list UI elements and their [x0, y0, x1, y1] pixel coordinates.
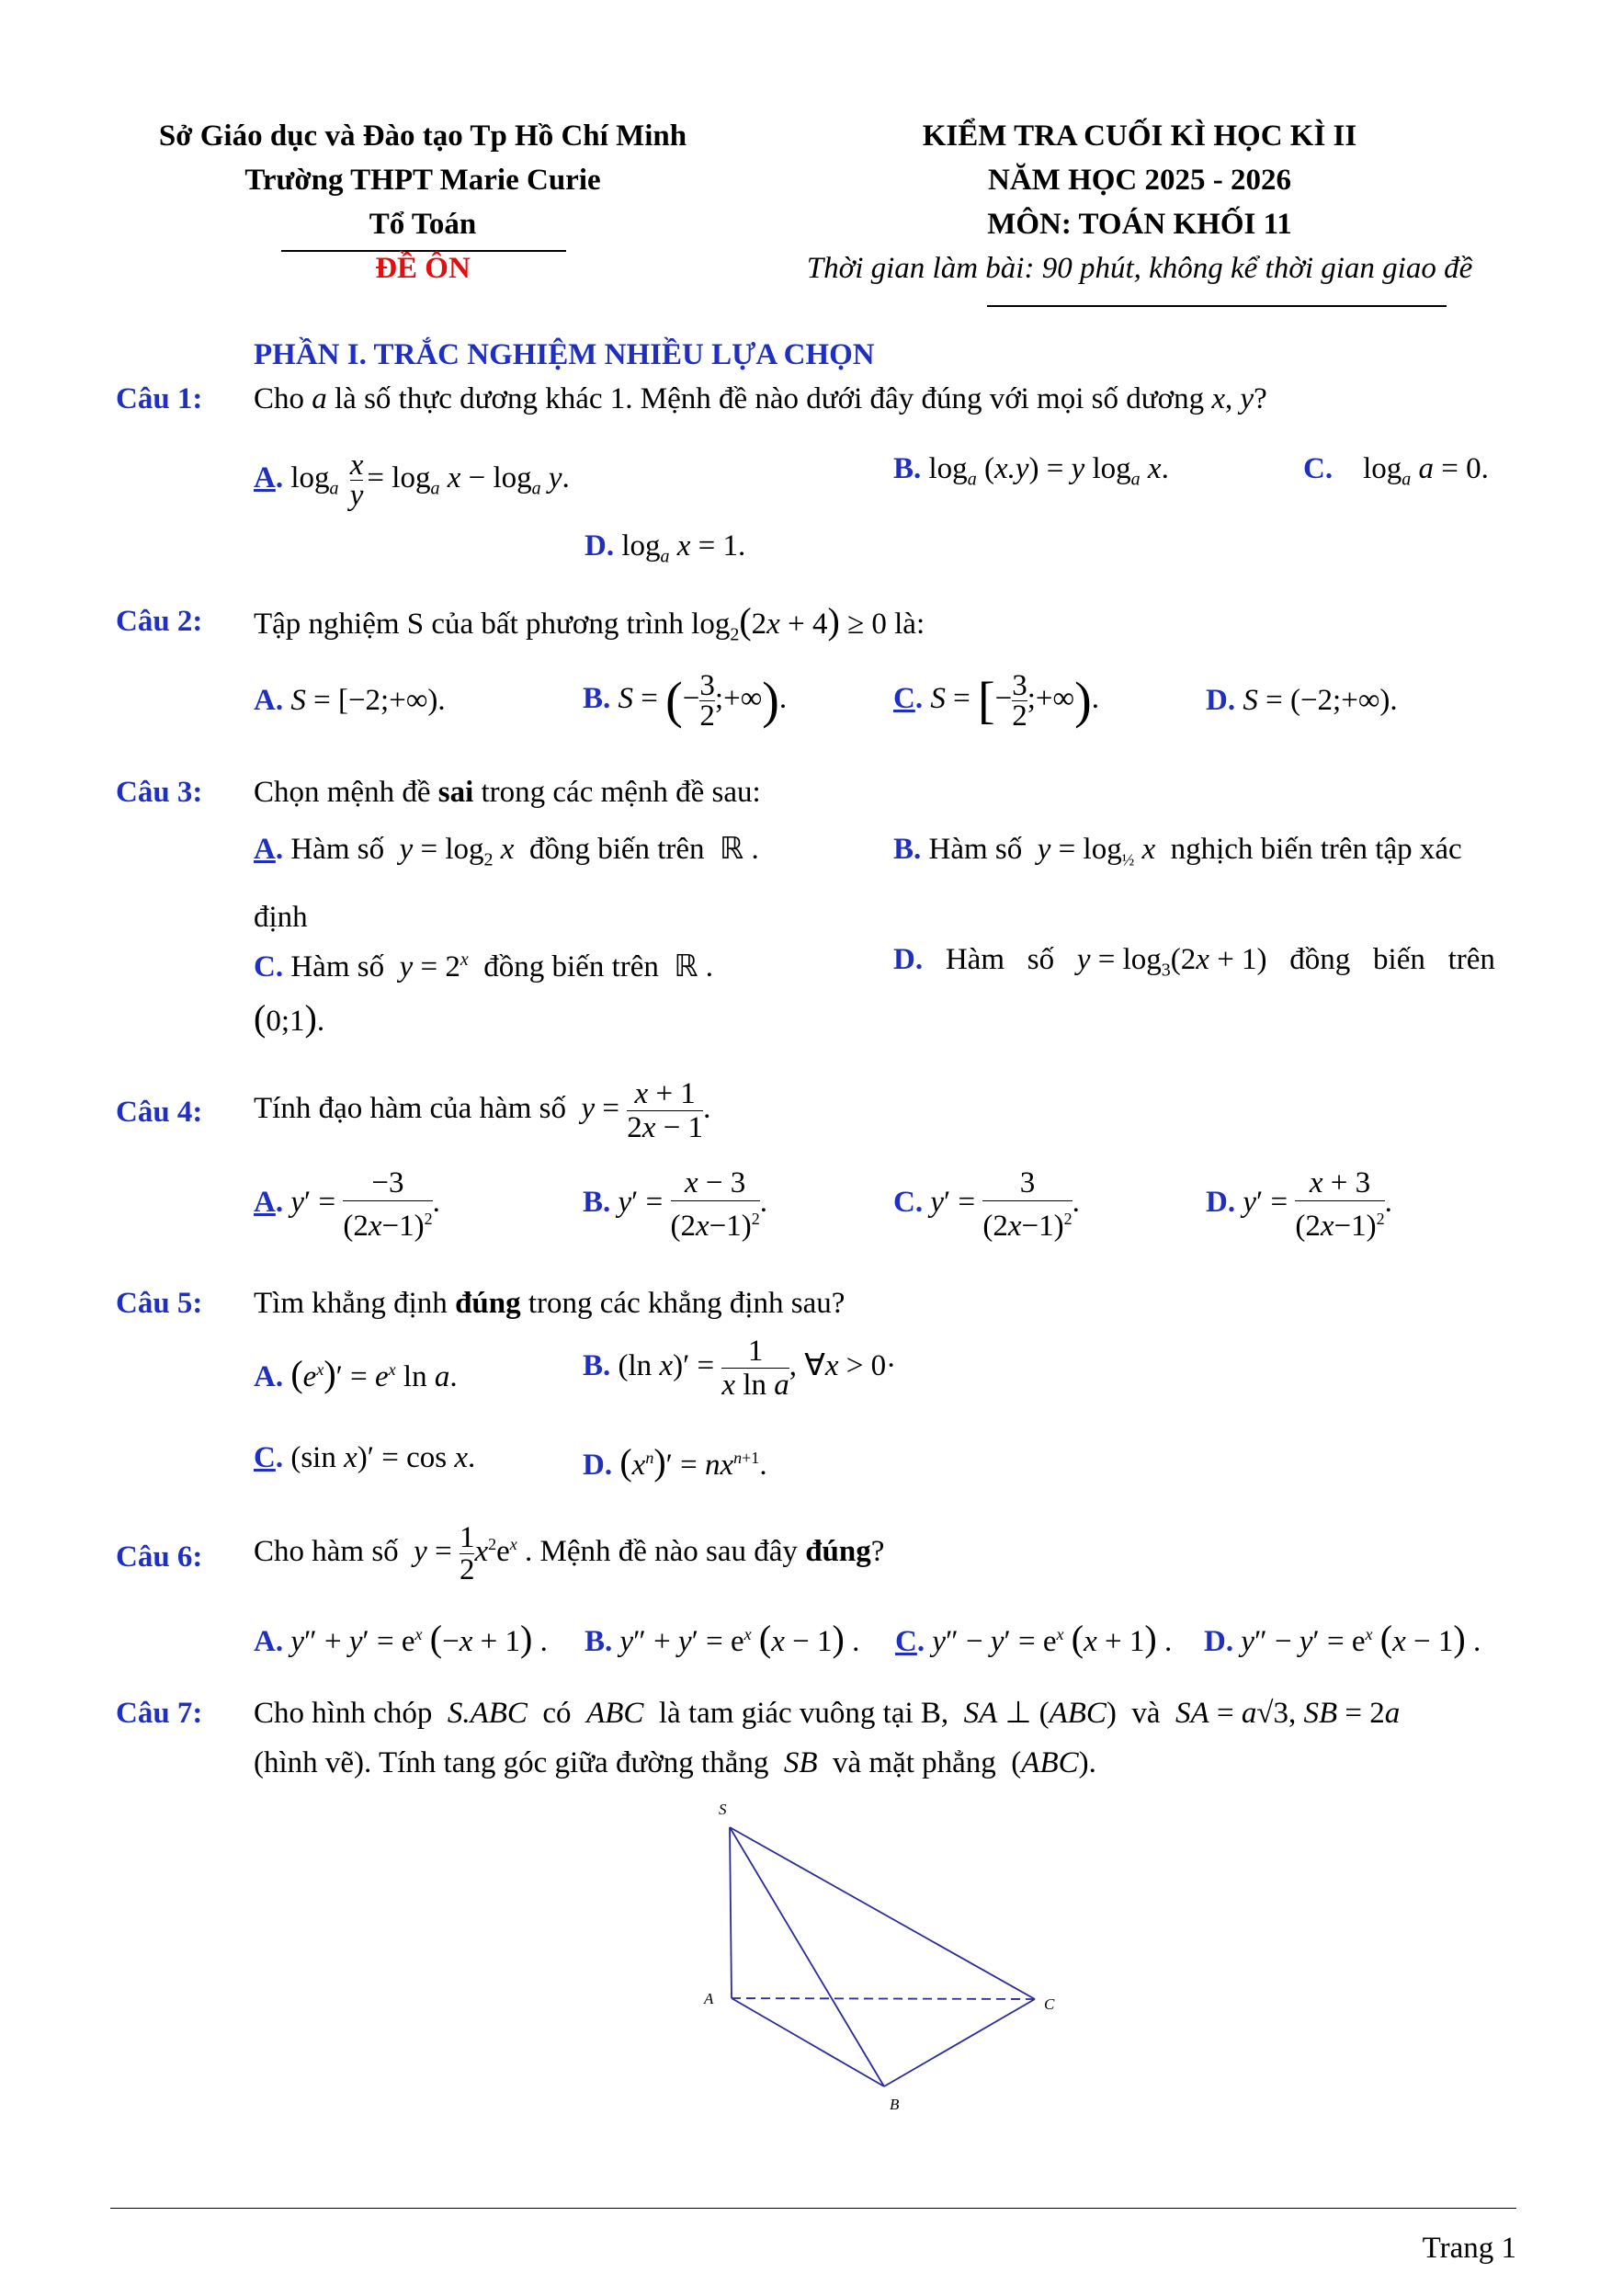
q2-option-a: A. S = [−2;+∞). — [254, 684, 446, 717]
edge-BC — [884, 1999, 1035, 2086]
edge-AC-hidden — [732, 1998, 1035, 1999]
q1-option-b: B. $\log_a (x.y) = y$ $\log_a x$. — [893, 452, 1169, 490]
edge-SA — [730, 1827, 732, 1998]
q5-option-d: D. $(x^n)' = nx^{n+1}$. — [583, 1441, 767, 1483]
vertex-label-c: C — [1044, 1995, 1055, 2013]
q3-option-a: A. Hàm số $y = \log_2 x$ đồng biến trên ℝ . — [254, 833, 759, 870]
q3-option-b-cont: định — [254, 901, 308, 934]
question-7-text: Cho hình chóp S.ABC có ABC là tam giác vuông tại B, SA ⊥ (ABC) và SA = a√3, SB = 2a — [254, 1697, 1401, 1730]
question-2-label: Câu 2: — [116, 605, 203, 638]
q4-option-d: D. y′ = $\frac{x + 3}{(2x-1)^2}$ . — [1206, 1166, 1392, 1243]
question-7-label: Câu 7: — [116, 1697, 203, 1730]
header-right-rule — [987, 305, 1447, 307]
question-1-text: Cho a là số thực dương khác 1. Mệnh đề nào dưới đây đúng với mọi số dương x, y? — [254, 382, 1267, 415]
question-2-text: Tập nghiệm S của bất phương trình $\log_2(2x + 4) \ge 0$ là: — [254, 600, 925, 645]
question-4-label: Câu 4: — [116, 1096, 203, 1129]
q5-option-c: C. (sin x)′ = cos x. — [254, 1441, 476, 1474]
school-year: NĂM HỌC 2025 - 2026 — [988, 164, 1291, 197]
page-number: Trang 1 — [1422, 2232, 1516, 2265]
exam-type: ĐỀ ÔN — [375, 252, 471, 285]
q3-option-c: C. Hàm số $y = 2^x$ đồng biến trên ℝ . — [254, 949, 714, 983]
question-5-text: Tìm khẳng định đúng trong các khẳng định sau? — [254, 1287, 846, 1320]
q6-option-a: A. $y'' + y' = e^x$ (−x + 1) . — [254, 1618, 548, 1659]
q6-option-b: B. $y'' + y' = e^x$ (x − 1) . — [585, 1618, 860, 1659]
q5-option-a: A. $(e^x)' = e^x$ ln a. — [254, 1353, 458, 1394]
q1-option-c: C. $\log_a a = 0$. — [1303, 452, 1489, 490]
vertex-label-b: B — [890, 2096, 900, 2113]
section-title: PHẦN I. TRẮC NGHIỆM NHIỀU LỰA CHỌN — [254, 338, 875, 371]
q2-option-c: C. S = [− $\frac{3}{2}$ ;+∞). — [893, 669, 1099, 733]
q3-option-b: B. Hàm số $y = \log_{\frac{1}{2}} x$ nghịch biến trên tập xác — [893, 833, 1462, 870]
question-3-text: Chọn mệnh đề sai trong các mệnh đề sau: — [254, 776, 761, 809]
time-note: Thời gian làm bài: 90 phút, không kể thời gian giao đề — [806, 252, 1473, 285]
q4-option-b: B. y′ = $\frac{x - 3}{(2x-1)^2}$ . — [583, 1166, 768, 1243]
subject: MÔN: TOÁN KHỐI 11 — [987, 208, 1292, 241]
question-1-label: Câu 1: — [116, 382, 203, 415]
q2-option-d: D. S = (−2;+∞). — [1206, 684, 1398, 717]
group-name: Tổ Toán — [369, 208, 477, 241]
q6-option-d: D. $y'' - y' = e^x$ (x − 1) . — [1204, 1618, 1481, 1659]
q4-option-a: A. y′ = $\frac{-3}{(2x-1)^2}$ . — [254, 1166, 440, 1243]
q3-option-d: D. Hàm số $y = \log_3(2x + 1)$ đồng biến trên — [893, 943, 1495, 981]
question-6-label: Câu 6: — [116, 1540, 203, 1574]
edge-AB — [732, 1998, 884, 2086]
question-7-text-cont: (hình vẽ). Tính tang góc giữa đường thẳng SB và mặt phẳng (ABC). — [254, 1746, 1096, 1779]
question-3-label: Câu 3: — [116, 776, 203, 809]
pyramid-figure — [680, 1792, 1103, 2123]
school-name: Trường THPT Marie Curie — [244, 164, 601, 197]
q4-option-c: C. y′ = $\frac{3}{(2x-1)^2}$ . — [893, 1166, 1080, 1243]
question-5-label: Câu 5: — [116, 1287, 203, 1320]
footer-rule — [110, 2208, 1516, 2209]
vertex-label-a: A — [704, 1990, 714, 2007]
q1-option-a: A. $\log_a$ $\frac{x}{y}$ = $\log_a x - \log_a y$. — [254, 449, 570, 512]
dept-name: Sở Giáo dục và Đào tạo Tp Hồ Chí Minh — [158, 119, 687, 153]
edge-SC — [730, 1827, 1035, 1999]
q6-option-c: C. $y'' - y' = e^x$ (x + 1) . — [895, 1618, 1173, 1659]
edge-SB — [730, 1827, 884, 2086]
question-6-text: Cho hàm số y = $\frac{1}{2}$ $x^2e^x$ . Mệnh đề nào sau đây đúng? — [254, 1521, 885, 1586]
question-4-text: Tính đạo hàm của hàm số y = $\frac{x + 1}{2x - 1}$ . — [254, 1077, 711, 1144]
q2-option-b: B. S = (− $\frac{3}{2}$ ;+∞). — [583, 669, 788, 733]
vertex-label-s: S — [719, 1801, 727, 1818]
q5-option-b: B. (ln x)′ = $\frac{1}{\text{x ln a}}$ , ∀x > 0· — [583, 1335, 897, 1402]
q1-option-d: D. $\log_a x = 1$. — [585, 529, 746, 567]
exam-title: KIỂM TRA CUỐI KÌ HỌC KÌ II — [922, 119, 1357, 153]
q3-option-d-cont: (0;1). — [254, 997, 325, 1039]
